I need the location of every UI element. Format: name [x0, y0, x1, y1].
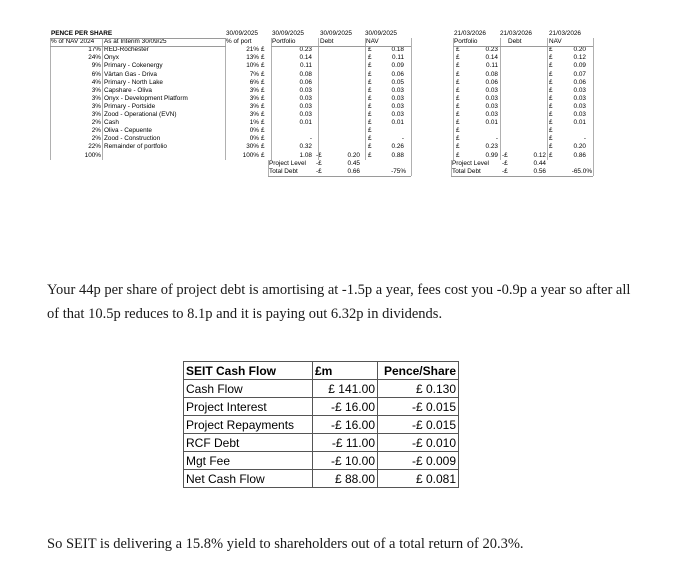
- pct-port-cell: 6%: [249, 78, 259, 86]
- currency-cell: -£: [316, 159, 322, 167]
- currency-cell: -£: [502, 167, 508, 175]
- currency-cell: -£: [502, 159, 508, 167]
- pence-per-share-sheet: [50, 30, 596, 242]
- pct-nav-cell: 3%: [91, 111, 101, 118]
- debt-cell: 0.20: [347, 151, 360, 159]
- nav-cell: 0.18: [391, 46, 404, 54]
- currency-cell: £: [456, 151, 460, 159]
- grid-line: [271, 38, 272, 160]
- pct-nav-cell: 100%: [84, 151, 101, 159]
- nav-cell: 0.12: [573, 54, 586, 62]
- row-pence: -£ 0.009: [378, 452, 459, 470]
- row-gbp-m: -£ 16.00: [313, 398, 378, 416]
- table-row: [184, 380, 459, 398]
- pct-nav-cell: 6%: [91, 70, 101, 78]
- debt-cell: 0.12: [533, 151, 546, 159]
- grid-line: [593, 38, 594, 160]
- nav-cell: 0.01: [391, 119, 404, 127]
- nav-cell: 0.26: [391, 143, 404, 151]
- currency-cell: £: [456, 119, 460, 127]
- pct-port-cell: 13%: [246, 54, 259, 62]
- currency-cell: £: [261, 143, 265, 151]
- total-debt-pct: -75%: [391, 167, 406, 175]
- currency-cell: £: [368, 46, 372, 54]
- table-row: [184, 452, 459, 470]
- portfolio-cell: 0.08: [485, 70, 498, 78]
- column-header: Debt: [508, 38, 522, 46]
- row-label: Project Interest: [184, 398, 313, 416]
- grid-line: [50, 38, 226, 39]
- table-row: [184, 434, 459, 452]
- grid-line: [50, 38, 51, 160]
- date-header: 30/09/2025: [226, 30, 258, 37]
- row-pence: £ 0.130: [378, 380, 459, 398]
- pct-nav-cell: 24%: [88, 54, 101, 62]
- holding-name-cell: Cash: [104, 119, 119, 127]
- currency-cell: £: [261, 151, 265, 159]
- currency-cell: £: [456, 86, 460, 94]
- portfolio-cell: 0.08: [299, 70, 312, 78]
- currency-cell: £: [456, 111, 460, 118]
- currency-cell: £: [456, 102, 460, 110]
- nav-cell: 0.86: [573, 151, 586, 159]
- currency-cell: £: [456, 135, 460, 143]
- row-label: Cash Flow: [184, 380, 313, 398]
- nav-cell: 0.03: [391, 86, 404, 94]
- portfolio-cell: 1.08: [299, 151, 312, 159]
- portfolio-cell: 0.03: [485, 94, 498, 102]
- nav-cell: 0.03: [391, 102, 404, 110]
- row-pence: -£ 0.015: [378, 416, 459, 434]
- currency-cell: £: [261, 111, 265, 118]
- pct-port-cell: 100%: [242, 151, 259, 159]
- date-header: 21/03/2026: [500, 30, 532, 37]
- currency-cell: £: [261, 94, 265, 102]
- currency-cell: -£: [316, 151, 322, 159]
- nav-cell: 0.11: [392, 54, 404, 62]
- column-header: Portfolio: [454, 38, 478, 46]
- holding-name-cell: Värtan Gas - Driva: [104, 70, 157, 78]
- currency-cell: £: [549, 119, 553, 127]
- row-gbp-m: -£ 16.00: [313, 416, 378, 434]
- grid-line: [411, 38, 412, 160]
- row-label: Project Repayments: [184, 416, 313, 434]
- nav-cell: 0.03: [573, 94, 586, 102]
- header-seit-cash-flow: SEIT Cash Flow: [184, 362, 313, 380]
- nav-cell: -: [583, 135, 586, 143]
- date-header: 30/09/2025: [320, 30, 352, 37]
- row-label: Mgt Fee: [184, 452, 313, 470]
- holding-name-cell: Zood - Operational (EVN): [104, 111, 177, 118]
- grid-line: [318, 38, 319, 160]
- holding-name-cell: Capshare - Oliva: [104, 86, 152, 94]
- currency-cell: £: [261, 46, 265, 54]
- date-header: 21/03/2026: [454, 30, 486, 37]
- currency-cell: £: [549, 135, 553, 143]
- currency-cell: £: [261, 127, 265, 135]
- currency-cell: £: [549, 70, 553, 78]
- portfolio-cell: 0.11: [486, 62, 498, 70]
- holding-name-cell: Primary - North Lake: [104, 78, 163, 86]
- portfolio-cell: 0.23: [485, 46, 498, 54]
- row-pence: £ 0.081: [378, 470, 459, 488]
- currency-cell: £: [456, 78, 460, 86]
- currency-cell: £: [368, 94, 372, 102]
- grid-line: [451, 176, 593, 177]
- pct-port-cell: 10%: [246, 62, 259, 70]
- seit-cash-flow-table: [183, 361, 459, 488]
- grid-line: [547, 38, 548, 160]
- nav-cell: 0.20: [573, 46, 586, 54]
- currency-cell: £: [368, 70, 372, 78]
- total-debt-pct: -65.0%: [571, 167, 592, 175]
- holding-name-cell: Onyx - Development Platform: [104, 94, 188, 102]
- grid-line: [225, 38, 226, 160]
- pct-port-cell: 3%: [249, 86, 259, 94]
- pct-port-cell: 3%: [249, 111, 259, 118]
- currency-cell: £: [368, 102, 372, 110]
- row-label: Net Cash Flow: [184, 470, 313, 488]
- currency-cell: £: [549, 78, 553, 86]
- currency-cell: £: [549, 102, 553, 110]
- currency-cell: £: [368, 54, 372, 62]
- currency-cell: £: [549, 86, 553, 94]
- pct-port-cell: 0%: [249, 127, 259, 135]
- column-header: Debt: [320, 38, 334, 46]
- currency-cell: £: [368, 151, 372, 159]
- table-row: [184, 470, 459, 488]
- total-debt-value: 0.66: [347, 167, 360, 175]
- currency-cell: £: [549, 46, 553, 54]
- row-gbp-m: £ 88.00: [313, 470, 378, 488]
- currency-cell: £: [261, 70, 265, 78]
- grid-line: [268, 160, 269, 176]
- date-header: 30/09/2025: [272, 30, 304, 37]
- currency-cell: £: [456, 94, 460, 102]
- currency-cell: £: [549, 54, 553, 62]
- currency-cell: £: [549, 62, 553, 70]
- holding-name-cell: Oliva - Cepuente: [104, 127, 152, 135]
- header-pence-share: Pence/Share: [378, 362, 459, 380]
- currency-cell: £: [368, 135, 372, 143]
- holding-name-cell: Primary - Portside: [104, 102, 156, 110]
- portfolio-cell: 0.11: [300, 62, 312, 70]
- currency-cell: £: [368, 111, 372, 118]
- holding-name-cell: Onyx: [104, 54, 119, 62]
- portfolio-cell: 0.06: [299, 78, 312, 86]
- pct-nav-cell: 2%: [91, 127, 101, 135]
- currency-cell: £: [261, 78, 265, 86]
- portfolio-cell: -: [495, 135, 498, 143]
- grid-line: [271, 46, 411, 47]
- pct-port-cell: 30%: [246, 143, 259, 151]
- grid-line: [268, 176, 411, 177]
- column-header: NAV: [366, 38, 379, 46]
- portfolio-cell: 0.23: [485, 143, 498, 151]
- pct-nav-cell: 9%: [91, 62, 101, 70]
- grid-line: [453, 38, 454, 160]
- currency-cell: £: [549, 127, 553, 135]
- nav-cell: 0.07: [573, 70, 586, 78]
- pct-port-cell: 1%: [249, 119, 259, 127]
- total-debt-value: 0.56: [533, 167, 546, 175]
- currency-cell: £: [261, 135, 265, 143]
- pct-port-cell: 21%: [246, 46, 259, 54]
- project-level-value: 0.45: [347, 159, 360, 167]
- portfolio-cell: 0.03: [299, 102, 312, 110]
- nav-cell: 0.06: [391, 70, 404, 78]
- total-debt-label: Total Debt: [452, 167, 481, 175]
- row-gbp-m: £ 141.00: [313, 380, 378, 398]
- row-gbp-m: -£ 11.00: [313, 434, 378, 452]
- currency-cell: -£: [502, 151, 508, 159]
- portfolio-cell: 0.01: [485, 119, 498, 127]
- holding-name-cell: RED-Rochester: [104, 46, 149, 54]
- currency-cell: £: [549, 151, 553, 159]
- holding-name-cell: Remainder of portfolio: [104, 143, 167, 151]
- nav-cell: 0.05: [391, 78, 404, 86]
- table-row: [184, 398, 459, 416]
- currency-cell: £: [456, 143, 460, 151]
- portfolio-cell: -: [309, 135, 312, 143]
- sheet-title: PENCE PER SHARE: [51, 30, 113, 37]
- currency-cell: £: [261, 54, 265, 62]
- grid-line: [453, 46, 593, 47]
- portfolio-cell: 0.99: [485, 151, 498, 159]
- row-gbp-m: -£ 10.00: [313, 452, 378, 470]
- column-header: As at Interim 30/09/25: [104, 38, 167, 46]
- portfolio-cell: 0.03: [299, 94, 312, 102]
- currency-cell: £: [368, 78, 372, 86]
- currency-cell: £: [368, 143, 372, 151]
- portfolio-cell: 0.14: [485, 54, 498, 62]
- currency-cell: £: [261, 119, 265, 127]
- column-header: % of port: [226, 38, 252, 46]
- nav-cell: 0.03: [391, 94, 404, 102]
- grid-line: [102, 38, 103, 160]
- portfolio-cell: 0.03: [299, 111, 312, 118]
- row-pence: -£ 0.015: [378, 398, 459, 416]
- table-row: [184, 416, 459, 434]
- nav-cell: 0.01: [573, 119, 586, 127]
- pct-port-cell: 3%: [249, 94, 259, 102]
- pct-nav-cell: 2%: [91, 119, 101, 127]
- total-debt-label: Total Debt: [269, 167, 298, 175]
- portfolio-cell: 0.01: [299, 119, 312, 127]
- column-header: NAV: [549, 38, 562, 46]
- nav-cell: -: [401, 135, 404, 143]
- date-header: 30/09/2025: [365, 30, 397, 37]
- portfolio-cell: 0.23: [299, 46, 312, 54]
- currency-cell: £: [368, 119, 372, 127]
- project-level-label: Project Level: [452, 159, 489, 167]
- nav-cell: 0.06: [573, 78, 586, 86]
- currency-cell: £: [261, 86, 265, 94]
- pct-nav-cell: 2%: [91, 135, 101, 143]
- pct-port-cell: 3%: [249, 102, 259, 110]
- portfolio-cell: 0.03: [485, 102, 498, 110]
- grid-line: [451, 160, 452, 176]
- grid-line: [411, 160, 412, 176]
- nav-cell: 0.03: [573, 111, 586, 118]
- currency-cell: £: [456, 46, 460, 54]
- currency-cell: £: [456, 127, 460, 135]
- holding-name-cell: Zood - Construction: [104, 135, 161, 143]
- currency-cell: £: [456, 62, 460, 70]
- pct-port-cell: 0%: [249, 135, 259, 143]
- portfolio-cell: 0.03: [485, 86, 498, 94]
- currency-cell: £: [368, 62, 372, 70]
- row-label: RCF Debt: [184, 434, 313, 452]
- holding-name-cell: Primary - Cokenergy: [104, 62, 163, 70]
- cash-flow-header-row: [184, 362, 459, 380]
- currency-cell: £: [368, 86, 372, 94]
- project-level-label: Project Level: [269, 159, 306, 167]
- nav-cell: 0.03: [573, 86, 586, 94]
- nav-cell: 0.03: [391, 111, 404, 118]
- paragraph-yield-summary: So SEIT is delivering a 15.8% yield to shareholders out of a total return of 20.3%.: [47, 536, 524, 552]
- paragraph-debt-amortising: Your 44p per share of project debt is amortising at -1.5p a year, fees cost you -0.9p a year so after all of that 10.5p reduces to 8.1p and it is paying out 6.32p in dividends.: [47, 282, 631, 322]
- nav-cell: 0.20: [573, 143, 586, 151]
- project-level-value: 0.44: [533, 159, 546, 167]
- portfolio-cell: 0.32: [299, 143, 312, 151]
- currency-cell: £: [456, 54, 460, 62]
- portfolio-cell: 0.03: [485, 111, 498, 118]
- pct-nav-cell: 3%: [91, 102, 101, 110]
- grid-line: [593, 160, 594, 176]
- portfolio-cell: 0.06: [485, 78, 498, 86]
- nav-cell: 0.03: [573, 102, 586, 110]
- pct-nav-cell: 3%: [91, 86, 101, 94]
- pct-port-cell: 7%: [249, 70, 259, 78]
- currency-cell: £: [549, 94, 553, 102]
- nav-cell: 0.88: [391, 151, 404, 159]
- pct-nav-cell: 4%: [91, 78, 101, 86]
- currency-cell: -£: [316, 167, 322, 175]
- currency-cell: £: [368, 127, 372, 135]
- pct-nav-cell: 3%: [91, 94, 101, 102]
- currency-cell: £: [549, 111, 553, 118]
- currency-cell: £: [456, 70, 460, 78]
- nav-cell: 0.09: [391, 62, 404, 70]
- column-header: % of NAV 2024: [51, 38, 95, 46]
- pct-nav-cell: 22%: [88, 143, 101, 151]
- grid-line: [50, 46, 226, 47]
- row-pence: -£ 0.010: [378, 434, 459, 452]
- currency-cell: £: [261, 102, 265, 110]
- portfolio-cell: 0.03: [299, 86, 312, 94]
- currency-cell: £: [261, 62, 265, 70]
- grid-line: [500, 38, 501, 160]
- column-header: Portfolio: [272, 38, 296, 46]
- header-gbp-m: £m: [313, 362, 378, 380]
- date-header: 21/03/2026: [549, 30, 581, 37]
- nav-cell: 0.09: [573, 62, 586, 70]
- grid-line: [365, 38, 366, 160]
- pct-nav-cell: 17%: [88, 46, 101, 54]
- portfolio-cell: 0.14: [299, 54, 312, 62]
- currency-cell: £: [549, 143, 553, 151]
